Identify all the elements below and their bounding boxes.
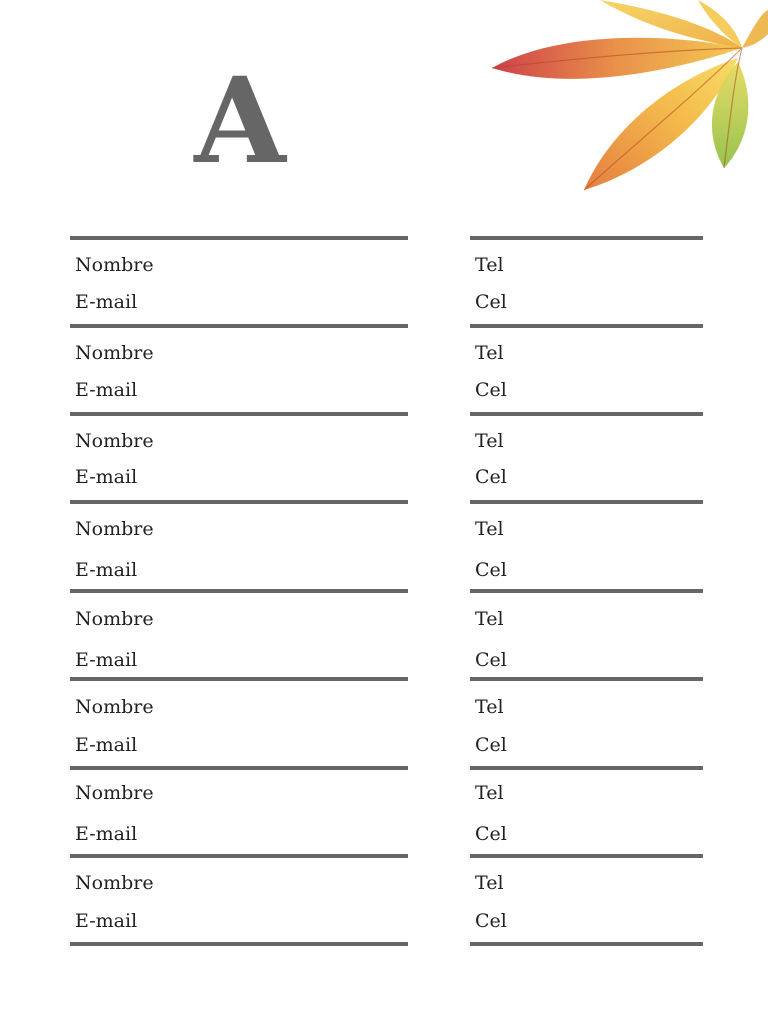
tel-label: Tel xyxy=(475,782,504,804)
tel-label: Tel xyxy=(475,342,504,364)
phone-entry xyxy=(470,858,703,943)
cel-label: Cel xyxy=(475,649,507,671)
contact-entry xyxy=(70,858,408,943)
phone-entry xyxy=(470,504,703,589)
tel-label: Tel xyxy=(475,518,504,540)
name-label: Nombre xyxy=(75,782,154,804)
rule-bottom xyxy=(70,942,408,946)
cel-label: Cel xyxy=(475,734,507,756)
cel-label: Cel xyxy=(475,466,507,488)
rule-bottom xyxy=(470,942,703,946)
phone-entry xyxy=(470,416,703,501)
contact-entry xyxy=(70,770,408,855)
phone-entry xyxy=(470,240,703,325)
cel-label: Cel xyxy=(475,379,507,401)
cel-label: Cel xyxy=(475,910,507,932)
name-label: Nombre xyxy=(75,430,154,452)
contact-entry xyxy=(70,240,408,325)
email-label: E-mail xyxy=(75,379,138,401)
contact-entry xyxy=(70,593,408,678)
name-label: Nombre xyxy=(75,342,154,364)
tel-label: Tel xyxy=(475,254,504,276)
name-label: Nombre xyxy=(75,608,154,630)
tel-label: Tel xyxy=(475,696,504,718)
name-label: Nombre xyxy=(75,872,154,894)
leaf-small xyxy=(742,10,768,48)
autumn-leaves-illustration xyxy=(480,0,768,200)
phone-entry xyxy=(470,328,703,413)
contact-entry xyxy=(70,504,408,589)
name-label: Nombre xyxy=(75,518,154,540)
email-label: E-mail xyxy=(75,466,138,488)
email-label: E-mail xyxy=(75,291,138,313)
tel-label: Tel xyxy=(475,872,504,894)
email-label: E-mail xyxy=(75,649,138,671)
section-letter: A xyxy=(194,51,286,190)
email-label: E-mail xyxy=(75,734,138,756)
phone-entry xyxy=(470,770,703,855)
email-label: E-mail xyxy=(75,559,138,581)
phone-entry xyxy=(470,681,703,766)
email-label: E-mail xyxy=(75,823,138,845)
cel-label: Cel xyxy=(475,823,507,845)
contact-entry xyxy=(70,681,408,766)
cel-label: Cel xyxy=(475,559,507,581)
contact-entry xyxy=(70,328,408,413)
email-label: E-mail xyxy=(75,910,138,932)
name-label: Nombre xyxy=(75,254,154,276)
contact-entry xyxy=(70,416,408,501)
tel-label: Tel xyxy=(475,430,504,452)
phone-entry xyxy=(470,593,703,678)
tel-label: Tel xyxy=(475,608,504,630)
name-label: Nombre xyxy=(75,696,154,718)
cel-label: Cel xyxy=(475,291,507,313)
